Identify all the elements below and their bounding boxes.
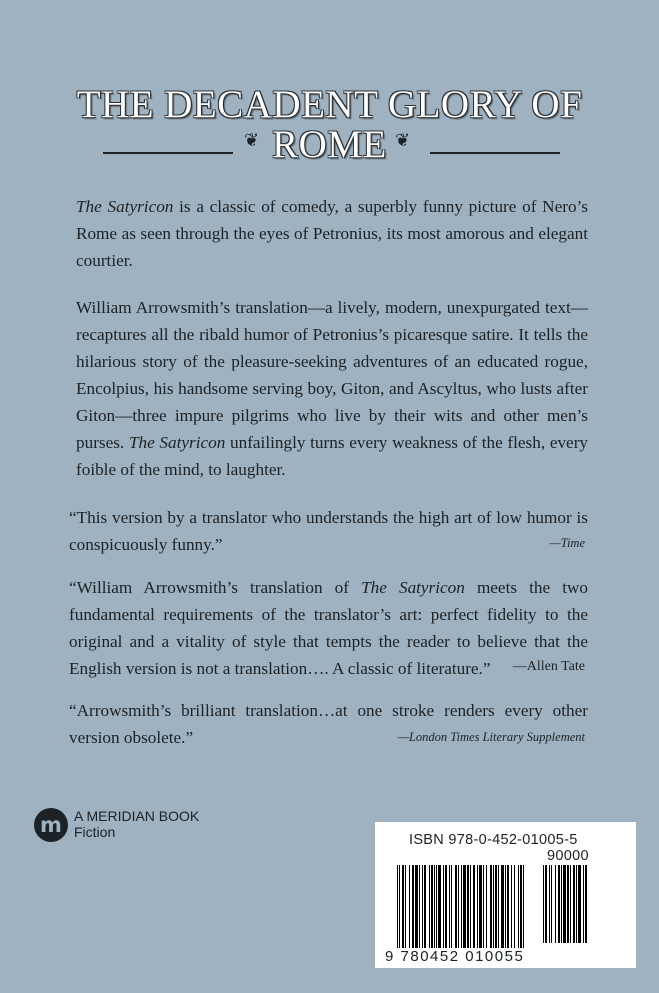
barcode-bar xyxy=(495,865,497,951)
barcode-bar xyxy=(461,865,462,951)
barcode-bar xyxy=(483,865,484,951)
barcode-bar xyxy=(397,865,398,951)
barcode-bar xyxy=(573,865,575,943)
barcode-bar xyxy=(438,865,441,951)
barcode-bar xyxy=(511,865,512,951)
barcode-bar xyxy=(490,865,492,951)
barcode-bar xyxy=(563,865,566,943)
barcode-bar xyxy=(477,865,478,951)
barcode-bar xyxy=(467,865,469,951)
barcode-bar xyxy=(431,865,433,951)
paragraph-2-text-b: unfailingly turns every weakness of the flesh, every foible of the mind, to laughter. xyxy=(76,433,589,479)
paragraph-1-text: is a classic of comedy, a superbly funny picture of Nero’s Rome as seen through the eyes of Petronius, its most amorous and elegant courtier. xyxy=(76,197,588,270)
barcode-bar xyxy=(486,865,487,951)
barcode-bar xyxy=(422,865,423,951)
quote-2-text-b: meets the two fundamental requirements of the translator’s art: perfect fidelity to the original and a vitality of style that tempts the reader to believe that the English version is not a translation…. A classic of literature.” xyxy=(69,578,588,678)
barcode-bar xyxy=(405,865,406,951)
barcode-bar xyxy=(583,865,584,943)
barcode-bar xyxy=(419,865,420,951)
cover-title-line-1: THE DECADENT GLORY OF xyxy=(76,83,583,126)
barcode-bar xyxy=(429,865,430,951)
barcode-bar xyxy=(570,865,571,943)
barcode-bar xyxy=(561,865,562,943)
paragraph-2-text-a: William Arrowsmith’s translation—a lively, modern, unexpurgated text—recaptures all the ribald humor of Petronius’s picaresque satire. It tells the hilarious story of the pleasure-seeking adventures of an educated rogue, Encolpius, his handsome serving boy, Giton, and Ascyltus, who lusts after Giton—three impure pilgrims who live by their wits and other men’s purses. xyxy=(76,298,588,452)
barcode-bar xyxy=(399,865,400,951)
barcode-bar xyxy=(455,865,457,951)
barcode-bar xyxy=(507,865,509,951)
barcode-bar xyxy=(545,865,547,943)
book-title-italic: The Satyricon xyxy=(361,578,465,597)
barcode-bar xyxy=(443,865,444,951)
barcode-bar xyxy=(558,865,560,943)
isbn-number: ISBN 978-0-452-01005-5 xyxy=(409,832,578,848)
book-title-italic: The Satyricon xyxy=(128,433,226,452)
barcode-bar xyxy=(424,865,426,951)
cover-title-line-2: ROME xyxy=(272,123,387,166)
review-source-1: —Time xyxy=(549,536,585,550)
barcode-bar xyxy=(436,865,437,951)
barcode-bar xyxy=(445,865,447,951)
review-quote-1: “This version by a translator who understands the high art of low humor is conspicuously funny.” xyxy=(69,508,588,554)
ornament-right-icon: ❦ xyxy=(395,130,411,151)
barcode-bar xyxy=(555,865,556,943)
barcode-bar xyxy=(479,865,482,951)
description-paragraph-1 xyxy=(76,193,588,274)
title-rule-right xyxy=(430,152,560,154)
barcode-bar xyxy=(402,865,404,951)
barcode-bar xyxy=(518,865,519,951)
barcode-bar xyxy=(514,865,515,951)
barcode-bar xyxy=(449,865,450,951)
barcode-bar xyxy=(578,865,581,943)
barcode-bar xyxy=(505,865,506,951)
barcode-bar xyxy=(567,865,569,943)
barcode-bar xyxy=(493,865,494,951)
review-quote-2 xyxy=(69,574,588,682)
barcode-bar xyxy=(409,865,410,951)
ean-barcode xyxy=(397,865,537,951)
review-quote-3: “Arrowsmith’s brilliant translation…at one stroke renders every other version obsolete.” xyxy=(69,701,588,747)
barcode-bar xyxy=(501,865,504,951)
book-category: Fiction xyxy=(74,824,116,840)
barcode-bar xyxy=(470,865,471,951)
meridian-logo-icon: m xyxy=(34,808,68,842)
addon-barcode xyxy=(543,865,603,951)
barcode-bar xyxy=(498,865,499,951)
description-paragraph-2 xyxy=(76,294,588,483)
review-source-3: —London Times Literary Supplement xyxy=(397,730,585,744)
ean-digits: 9 780452 010055 xyxy=(385,948,525,965)
barcode-panel xyxy=(375,822,636,968)
barcode-bar xyxy=(473,865,475,951)
barcode-bar xyxy=(551,865,552,943)
barcode-bar xyxy=(412,865,414,951)
barcode-bar xyxy=(463,865,466,951)
barcode-bar xyxy=(576,865,577,943)
barcode-bar xyxy=(434,865,435,951)
barcode-bar xyxy=(458,865,459,951)
quote-2-text-a: “William Arrowsmith’s translation of xyxy=(69,578,362,597)
barcode-bar xyxy=(549,865,550,943)
barcode-bar xyxy=(451,865,452,951)
barcode-bar xyxy=(415,865,418,951)
price-code: 90000 xyxy=(547,848,589,864)
barcode-bar xyxy=(543,865,544,943)
barcode-bar xyxy=(585,865,587,943)
barcode-bar xyxy=(523,865,524,951)
publisher-name: A MERIDIAN BOOK xyxy=(74,808,200,824)
book-title-italic: The Satyricon xyxy=(76,197,174,216)
ornament-left-icon: ❦ xyxy=(244,130,260,151)
review-source-2: —Allen Tate xyxy=(512,659,585,674)
barcode-bar xyxy=(520,865,522,951)
